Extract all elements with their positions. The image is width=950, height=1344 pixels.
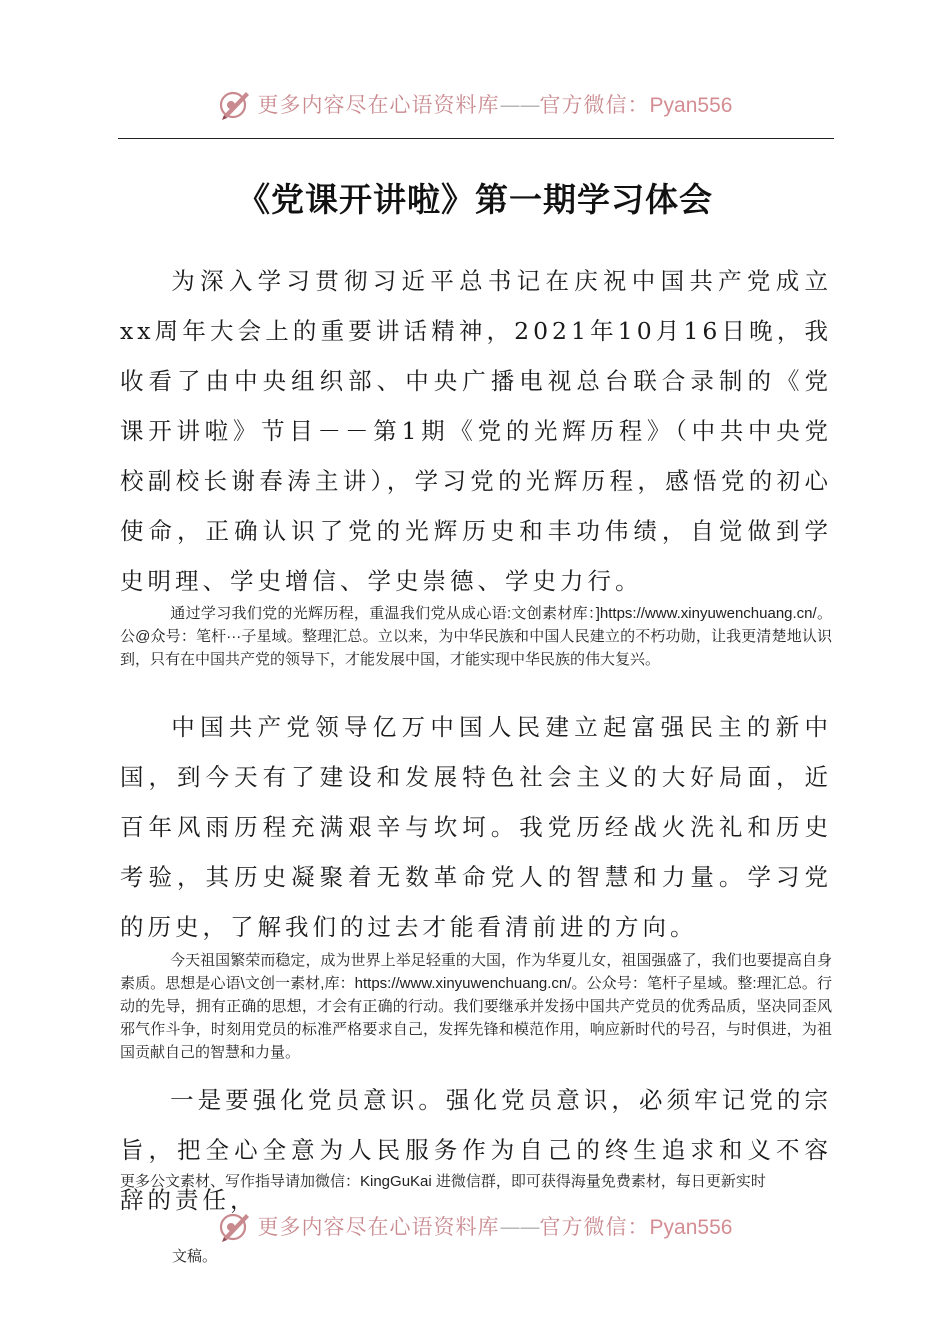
paragraph-1 [120,256,832,606]
footer-banner-label: 官方微信： [539,1215,650,1239]
header-banner-sep: —— [499,93,540,117]
small-paragraph-1 [120,602,832,671]
footer-banner-text [258,1211,733,1241]
footer-banner [0,1206,950,1246]
page-title: 《党课开讲啦》第一期学习体会 [237,180,713,219]
paragraph-3-text: 一是要强化党员意识。强化党员意识，必须牢记党的宗旨，把全心全意为人民服务作为自己的终生追求和义不容辞的责任， [120,1086,832,1214]
header-banner-label: 官方微信： [539,93,650,117]
small-paragraph-2-text: 今天祖国繁荣而稳定，成为世界上举足轻重的大国，作为华夏儿女，祖国强盛了，我们也要提高自身素质。思想是心语\文创一素材,库：https://www.xinyuwenchuang.cn/。公众号：笔杆子星域。整:理汇总。行动的先导，拥有正确的思想，才会有正确的行动。我们要继承并发扬中国共产党员的优秀品质，坚决同歪风邪气作斗争，时刻用党员的标准严格要求自己，发挥先锋和模范作用，响应新时代的号召，与时俱进，为祖国贡献自己的智慧和力量。 [120,952,832,1061]
header-banner-main: 更多内容尽在心语资料库 [257,93,500,117]
small-paragraph-1-text: 通过学习我们党的光辉历程，重温我们党从成心语:文创素材库：]https://www.xinyuwenchuang.cn/。公@众号：笔杆···子星域。整理汇总。立以来，为中华民族和中国人民建立的不朽功勋，让我更清楚地认识到，只有在中国共产党的领导下，才能发展中国，才能实现中华民族的伟大复兴。 [120,605,832,668]
promo-note: 更多公文素材、写作指导请加微信：KingGuKai 进微信群，即可获得海量免费素材，每日更新实时 [120,1173,766,1190]
footer-banner-id: Pyan556 [649,1216,733,1239]
promo-note-tail: 文稿。 [172,1248,218,1265]
pen-logo-icon [218,87,252,121]
small-paragraph-2 [120,949,832,1064]
header-banner [0,84,950,124]
paragraph-3 [120,1075,832,1225]
header-rule [118,138,834,139]
paragraph-2 [120,702,832,952]
paragraph-1-text: 为深入学习贯彻习近平总书记在庆祝中国共产党成立xx周年大会上的重要讲话精神，2021年10月16日晚，我收看了由中央组织部、中央广播电视总台联合录制的《党课开讲啦》节目－－第1期《党的光辉历程》（中共中央党校副校长谢春涛主讲），学习党的光辉历程，感悟党的初心使命，正确认识了党的光辉历史和丰功伟绩，自觉做到学史明理、学史增信、学史崇德、学史力行。 [120,267,832,595]
header-banner-id: Pyan556 [649,94,733,117]
header-banner-text [258,89,733,119]
footer-banner-main: 更多内容尽在心语资料库 [257,1215,500,1239]
paragraph-2-text: 中国共产党领导亿万中国人民建立起富强民主的新中国，到今天有了建设和发展特色社会主义的大好局面，近百年风雨历程充满艰辛与坎坷。我党历经战火洗礼和历史考验，其历史凝聚着无数革命党人的智慧和力量。学习党的历史，了解我们的过去才能看清前进的方向。 [120,713,832,941]
pen-logo-icon [218,1209,252,1243]
footer-banner-sep: —— [499,1215,540,1239]
